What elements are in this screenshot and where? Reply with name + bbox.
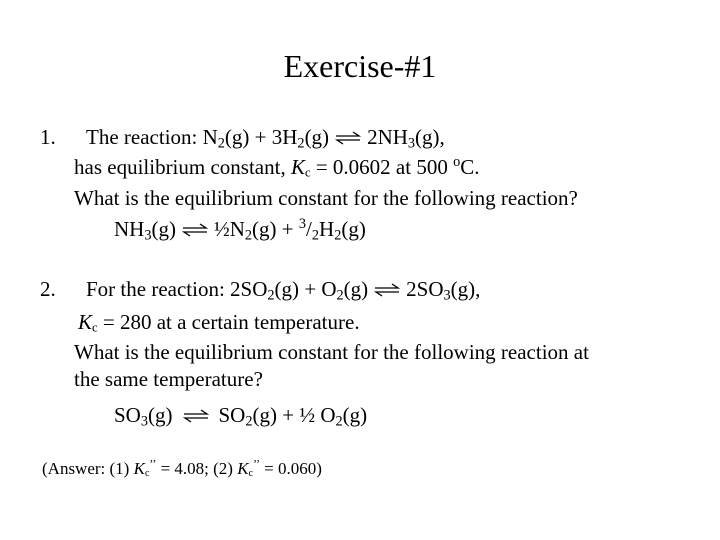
equilibrium-arrow-icon (374, 283, 400, 297)
q2-line3: What is the equilibrium constant for the following reaction at (74, 340, 589, 364)
q2-text: SO (218, 403, 246, 427)
subscript: c (144, 468, 150, 480)
subscript: 2 (311, 227, 320, 244)
equilibrium-arrow-icon (183, 409, 209, 423)
q1-text: The reaction: N (86, 125, 218, 149)
q2-text: (g) (148, 403, 173, 427)
q1-text: C. (460, 155, 480, 179)
subscript: 2 (297, 135, 305, 152)
q2-line2 (78, 309, 360, 335)
q2-text: (g) + ½ O (252, 403, 336, 427)
q1-text: / (306, 217, 312, 241)
q1-text: = 0.0602 at 500 (310, 155, 454, 179)
equilibrium-arrow-icon (182, 223, 208, 237)
q2-text: SO (114, 403, 141, 427)
q2-text: (g) (343, 277, 369, 301)
subscript: 2 (244, 227, 253, 244)
q1-text: (g) + (252, 217, 299, 241)
q1-line1 (40, 124, 445, 150)
q1-text: (g) (304, 125, 330, 149)
answer-line (42, 458, 322, 480)
q1-line4 (114, 216, 366, 242)
subscript: 2 (336, 287, 344, 304)
k-symbol: K (290, 155, 305, 179)
q2-line5 (114, 402, 367, 428)
q1-text: NH (114, 217, 145, 241)
subscript: 3 (140, 413, 148, 430)
equilibrium-arrow-icon (335, 131, 361, 145)
prime-marks: ’’ (253, 457, 260, 471)
q2-text: (g) (342, 403, 368, 427)
page-title: Exercise-#1 (283, 48, 437, 84)
q1-text: (g), (415, 125, 445, 149)
subscript: 2 (267, 287, 275, 304)
subscript: 3 (144, 227, 152, 244)
q1-text: ½N (213, 217, 245, 241)
q1-number: 1. (40, 125, 56, 149)
subscript: 2 (217, 135, 225, 152)
subscript: c (92, 320, 98, 335)
q2-text: (g), (450, 277, 481, 301)
q2-number: 2. (40, 277, 56, 301)
q1-text: 2NH (367, 125, 408, 149)
q1-text: H (319, 217, 335, 241)
subscript: 2 (335, 413, 343, 430)
q2-text: For the reaction: 2SO (86, 277, 268, 301)
degree-mark: o (453, 154, 461, 171)
superscript: 3 (298, 216, 307, 233)
subscript: 3 (407, 135, 416, 152)
q2-line4: the same temperature? (74, 367, 263, 391)
answer-text: = 4.08; (2) (156, 459, 238, 478)
q2-text: = 280 at a certain temperature. (97, 310, 360, 334)
k-symbol: K (78, 310, 93, 334)
q1-text: (g) (151, 217, 176, 241)
q2-text: 2SO (406, 277, 444, 301)
q1-text: (g) + 3H (224, 125, 298, 149)
answer-text: = 0.060) (259, 459, 322, 478)
k-symbol: K (237, 459, 249, 478)
subscript: 2 (245, 413, 253, 430)
prime-marks: ’’ (149, 457, 157, 471)
answer-text: (Answer: (1) (42, 459, 134, 478)
q1-line3: What is the equilibrium constant for the following reaction? (74, 186, 578, 210)
q1-text: has equilibrium constant, (74, 155, 291, 179)
subscript: 2 (334, 227, 342, 244)
subscript: c (248, 468, 254, 480)
q2-line1 (40, 276, 480, 302)
q2-text: (g) + O (274, 277, 337, 301)
subscript: 3 (443, 287, 451, 304)
q1-line2 (74, 154, 479, 180)
k-symbol: K (133, 459, 145, 478)
subscript: c (304, 165, 311, 180)
q1-text: (g) (341, 217, 366, 241)
